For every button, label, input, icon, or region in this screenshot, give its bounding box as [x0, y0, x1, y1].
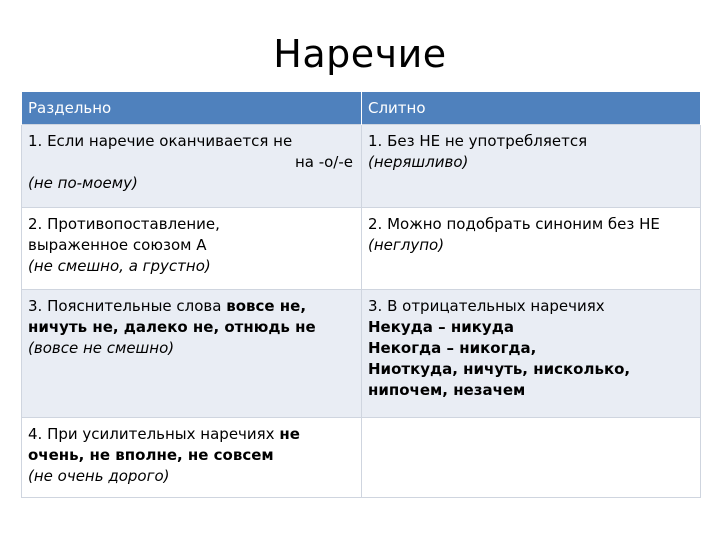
- rule-together-1: [362, 125, 701, 208]
- table-row: [22, 290, 701, 418]
- rule-text: 2. Можно подобрать синоним без НЕ: [368, 215, 660, 233]
- rule-separate-3: [22, 290, 362, 418]
- table-header-row: [22, 92, 701, 125]
- rule-text: [28, 296, 355, 317]
- header-together: Слитно: [362, 92, 701, 125]
- rule-text: 1. Если наречие оканчивается не: [28, 132, 293, 150]
- header-separate: Раздельно: [22, 92, 362, 125]
- rule-together-2: [362, 208, 701, 290]
- rule-keyword: Некогда – никогда,: [368, 339, 537, 357]
- rule-text: выраженное союзом А: [28, 236, 207, 254]
- rule-text-part: 4. При усилительных наречиях: [28, 425, 280, 443]
- rule-example: (не по-моему): [28, 174, 138, 192]
- rule-example: (не очень дорого): [28, 467, 170, 485]
- rule-example: (вовсе не смешно): [28, 339, 175, 357]
- rule-keyword: ничуть не, далеко не, отнюдь не: [28, 318, 316, 336]
- table-row: [22, 418, 701, 498]
- rule-keyword: Некуда – никуда: [368, 318, 514, 336]
- rule-text: 2. Противопоставление,: [28, 215, 220, 233]
- rule-keyword: Ниоткуда, ничуть, нисколько,: [368, 360, 631, 378]
- rule-example: (неряшливо): [368, 153, 469, 171]
- rule-keyword: вовсе не,: [226, 297, 307, 315]
- rule-text: [28, 424, 355, 445]
- page-title: Наречие: [273, 32, 447, 76]
- adverb-rules-table: [21, 92, 701, 498]
- rule-text: 3. В отрицательных наречиях: [368, 297, 605, 315]
- rule-example: (неглупо): [368, 236, 445, 254]
- rule-text: на -о/-е: [294, 153, 353, 171]
- rule-example: (не смешно, а грустно): [28, 257, 211, 275]
- rule-separate-1: [22, 125, 362, 208]
- rule-keyword: не: [279, 425, 300, 443]
- rule-text-part: 3. Пояснительные слова: [28, 297, 227, 315]
- table-row: [22, 125, 701, 208]
- rule-keyword: нипочем, незачем: [368, 381, 526, 399]
- rule-separate-4: [22, 418, 362, 498]
- rule-together-3: [362, 290, 701, 418]
- rule-text: 1. Без НЕ не употребляется: [368, 132, 588, 150]
- table-row: [22, 208, 701, 290]
- rule-together-4-empty: [362, 418, 701, 498]
- rule-separate-2: [22, 208, 362, 290]
- rule-keyword: очень, не вполне, не совсем: [28, 446, 274, 464]
